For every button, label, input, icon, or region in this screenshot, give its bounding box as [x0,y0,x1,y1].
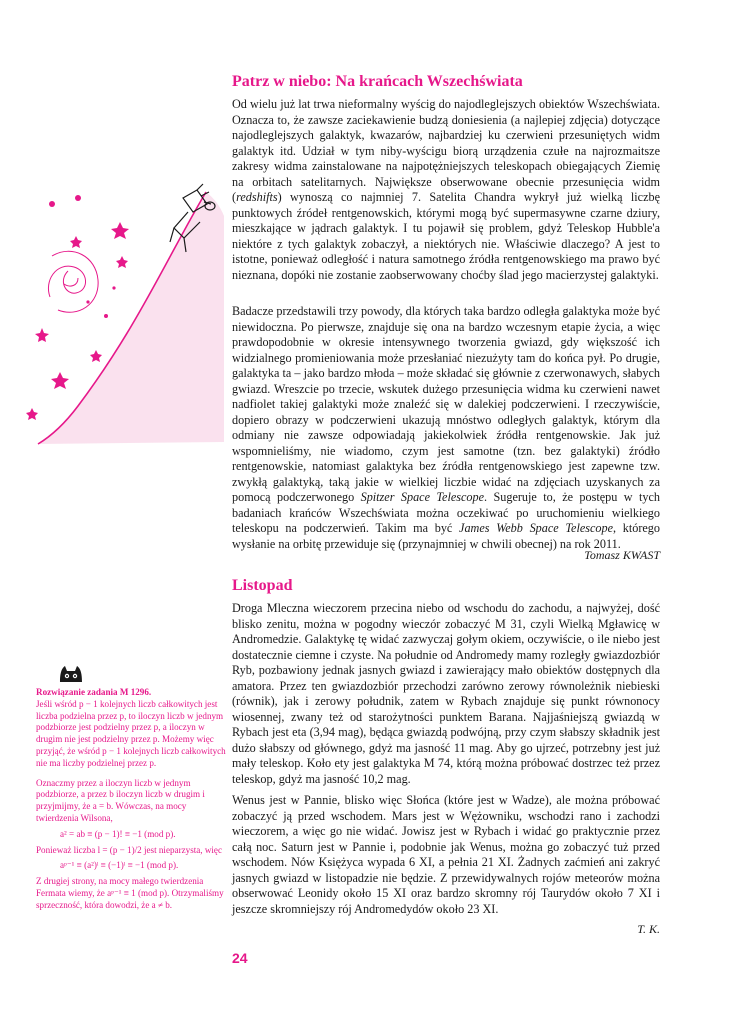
article2-paragraph-1: Droga Mleczna wieczorem przecina niebo od wschodu do zachodu, a najwyżej, dość blisko zenitu, można w pogodny wieczór zobaczyć M 31, czyli Wielką Mgławicę w Andromedzie. Galaktykę tę widać zazwyczaj gołym okiem, oczywiście, o ile niebo jest dostatecznie ciemne i czyste. Na południe od Andromedy mamy rozległy gwiazdozbiór Ryb, pozbawiony jednak jasnych gwiazd i zawierający mało obiektów dostępnych dla amatora. Przez ten gwiazdozbiór przechodzi zarówno zerowy równoleżnik niebieski (równik), jak i zerowy południk, zatem w Rybach znajduje się punkt równonocy wiosennej, zwany też od starożytności punktem Barana. Najjaśniejszą gwiazdą w Rybach jest eta (3,94 mag), będąca gwiazdą podwójną, przy czym słabszy składnik jest dużo słabszy od głównego, gdyż ma jasność 11 mag. Aby go ujrzeć, potrzebny jest już mały teleskop. Koło ety jest galaktyka M 74, którą można próbować dostrzec też przez teleskop, gdyż ma jasność 10,2 mag. [232,601,660,786]
sidebar-equation-1: a² = ab ≡ (p − 1)! ≡ −1 (mod p). [60,828,176,839]
sidebar-paragraph-1: Jeśli wśród p − 1 kolejnych liczb całkowitych jest liczba podzielna przez p, to iloczyn liczb w jednym podzbiorze jest podzielny przez p, a iloczyn w drugim nie jest podzielny przez p. Możemy więc przyjąć, że wśród p − 1 kolejnych liczb całkowitych nie ma liczby podzielnej przez p. [36,698,226,768]
cat-icon [56,664,86,684]
sidebar-equation-2: aᵖ⁻¹ ≡ (a²)ˡ ≡ (−1)ˡ ≡ −1 (mod p). [60,860,179,871]
sidebar-paragraph-3: Ponieważ liczba l = (p − 1)/2 jest nieparzysta, więc [36,844,223,855]
sidebar-paragraph-4: Z drugiej strony, na mocy małego twierdzenia Fermata wiemy, że aᵖ⁻¹ ≡ 1 (mod p). Otrzymaliśmy sprzeczność, która dowodzi, że a ≠ b. [36,876,224,910]
page-number: 24 [232,950,248,966]
article-title-1: Patrz w niebo: Na krańcach Wszechświata [232,73,523,90]
sidebar-solution [36,687,226,912]
sidebar-paragraph-2: Oznaczmy przez a iloczyn liczb w jednym podzbiorze, a przez b iloczyn liczb w drugim i przyjmijmy, że a = b. Wówczas, na mocy twierdzenia Wilsona, [36,777,205,823]
article1-author: Tomasz KWAST [584,548,660,562]
article1-paragraph-2: Badacze przedstawili trzy powody, dla których taka bardzo odległa galaktyka może być niewidoczna. Po pierwsze, znajduje się ona na bardzo wczesnym etapie życia, a więc prawdopodobnie w okresie intensywnego tworzenia gwiazd, gdy większość ich widzialnego promieniowania może przesłaniać niezużyty tam do końca pył. Po drugie, galaktyka ta – jako bardzo młoda – może składać się głównie z czerwonawych, słabych gwiazd. Wreszcie po trzecie, wskutek dużego przesunięcia widma ku czerwieni nawet nadfiolet takiej galaktyki może znaleźć się w dalekiej podczerwieni. I rzeczywiście, dopiero obrazy w podczerwieni ukazują mnóstwo odległych galaktyk, którym dla odmiany nie zawsze odpowiadają jakiekolwiek źródła rentgenowskie. Jak już wspomnieliśmy, nie wiadomo, czym jest samotne (tzn. bez galaktyki) źródło rentgenowskie, natomiast galaktyka bez źródła rentgenowskiego jest zapewne tzw. zwykłą galaktyką, taką jakie w wielkiej liczbie widać na zdjęciach uzyskanych za pomocą podczerwonego Spitzer Space Telescope. Sugeruje to, że postępu w tych badaniach krańców Wszechświata można oczekiwać po uruchomieniu wielkiego teleskopu na podczerwień. Takim ma być James Webb Space Telescope, którego wysłanie na orbitę przewiduje się (przynajmniej w chwili obecnej) na rok 2011. [232,304,660,551]
article2-author: T. K. [637,922,660,936]
astronomer-illustration [18,176,228,448]
article1-paragraph-1: Od wielu już lat trwa nieformalny wyścig do najodleglejszych obiektów Wszechświata. Oznacza to, że zawsze zaciekawienie budzą doniesienia (a najlepiej zdjęcia) dotyczące najodleglejszych galaktyk, kwazarów, najbardziej ku czerwieni przesuniętych widm galaktyk itd. Udział w tym niby-wyścigu biorą urządzenia czułe na najrozmaitsze zakresy widma zainstalowane na najpotężniejszych teleskopach obiegających Ziemię na orbitach satelitarnych. Największe obserwowane obecnie przesunięcia widm (redshifts) wynoszą co najmniej 7. Satelita Chandra wykrył już wielką liczbę punktowych źródeł rentgenowskich, którymi mogą być supermasywne czarne dziury, mieszkające w jądrach galaktyk. I tu pojawił się problem, gdyż Teleskop Hubble'a niektóre z tych galaktyk zobaczył, a niektórych nie. Właściwie dlaczego? A jest to istotne, ponieważ odległość i natura samotnego źródła rentgenowskiego ma prawo być nieznana, dopóki nie zostanie zaobserwowany choćby ślad jego macierzystej galaktyki. [232,97,660,282]
article2-paragraph-2: Wenus jest w Pannie, blisko więc Słońca (które jest w Wadze), ale można próbować zobaczyć ją przed wschodem. Mars jest w Wężowniku, wschodzi rano i zachodzi wieczorem, a więc go nie widać. Jowisz jest w Rybach i widać go praktycznie przez całą noc. Saturn jest w Pannie i, podobnie jak Wenus, można go zobaczyć tuż przed wschodem. Nów Księżyca wypada 6 XI, a pełnia 21 XI. Żadnych zaćmień ani zakryć jasnych gwiazd w listopadzie nie będzie. Z przewidywalnych rojów meteorów można obserwować Leonidy około 15 XI oraz bardzo skromny rój Taurydów około 7 XI i jeszcze skromniejszy rój Andromedydów około 23 XI. [232,793,660,916]
sidebar-heading: Rozwiązanie zadania M 1296. [36,687,152,697]
article-title-2: Listopad [232,577,293,594]
